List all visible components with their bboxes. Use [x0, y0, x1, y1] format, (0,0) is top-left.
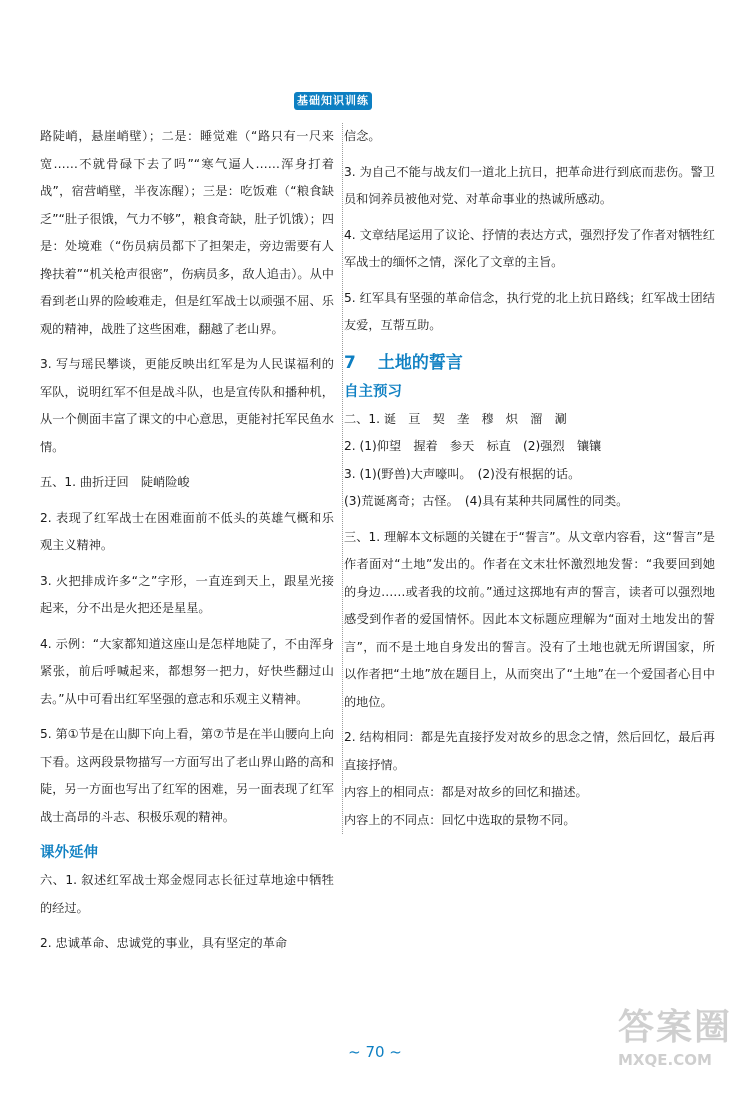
paragraph: 2. 表现了红军战士在困难面前不低头的英雄气概和乐观主义精神。: [40, 510, 334, 552]
paragraph: 2. 结构相同：都是先直接抒发对故乡的思念之情，然后回忆，最后再直接抒情。: [344, 730, 715, 772]
section-heading-extension: 课外延伸: [40, 845, 98, 861]
lesson-number: 7: [344, 352, 356, 373]
left-column: [40, 123, 334, 958]
paragraph: 二、1. 诞 亘 契 垄 穆 炽 溜 涮: [344, 411, 567, 426]
paragraph: 3. 火把排成许多“之”字形，一直连到天上，跟星光接起来，分不出是火把还是星星。: [40, 573, 334, 615]
page-number: ~ 70 ~: [348, 1043, 402, 1061]
watermark-logo-text: 答案圈: [618, 1007, 733, 1048]
paragraph: 信念。: [344, 129, 381, 143]
paragraph: 5. 红军具有坚强的革命信念，执行党的北上抗日路线；红军战士团结友爱，互帮互助。: [344, 290, 715, 332]
paragraph: 3. 为自己不能与战友们一道北上抗日，把革命进行到底而悲伤。警卫员和饲养员被他对党、对革命事业的热诚所感动。: [344, 164, 715, 206]
paragraph: (3)荒诞离奇；古怪。 (4)具有某种共同属性的同类。: [344, 494, 629, 508]
paragraph: 内容上的相同点：都是对故乡的回忆和描述。: [344, 785, 588, 799]
watermark-url: MXQE.COM: [618, 1051, 712, 1069]
paragraph: 五、1. 曲折迂回 陡峭险峻: [40, 475, 190, 489]
paragraph: 三、1. 理解本文标题的关键在于“誓言”。从文章内容看，这“誓言”是作者面对“土地”发出的。作者在文末壮怀激烈地发誓：“我要回到她的身边……或者我的坟前。”通过这掷地有声的誓言，读者可以强烈地感受到作者的爱国情怀。因此本文标题应理解为“面对土地发出的誓言”，而不是土地自身发出的誓言。没有了土地也就无所谓国家，所以作者把“土地”放在题目上，从而突出了“土地”在一个爱国者心目中的地位。: [344, 529, 715, 709]
paragraph: 2. 忠诚革命、忠诚党的事业，具有坚定的革命: [40, 936, 288, 950]
paragraph: 2. (1)仰望 握着 参天 标直 (2)强烈 镶镶: [344, 439, 602, 453]
paragraph: 5. 第①节是在山脚下向上看，第⑦节是在半山腰向上向下看。这两段景物描写一方面写出了老山界山路的高和陡，另一方面也写出了红军的困难，另一面表现了红军战士高昂的斗志、积极乐观的精神。: [40, 727, 334, 824]
paragraph: 3. 写与瑶民攀谈，更能反映出红军是为人民谋福利的军队，说明红军不但是战斗队，也是宣传队和播种机，从一个侧面丰富了课文的中心意思，更能衬托军民鱼水情。: [40, 357, 334, 454]
paragraph: 3. (1)(野兽)大声嚎叫。 (2)没有根据的话。: [344, 466, 581, 481]
paragraph: 路陡峭，悬崖峭壁）；二是：睡觉难（“路只有一尺来宽……不就骨碌下去了吗”“寒气逼人……浑身打着战”，宿营峭壁，半夜冻醒）；三是：吃饭难（“粮食缺乏”“肚子很饿，气力不够”，粮食奇缺，肚子饥饿）；四是：处境难（“伤员病员都下了担架走，旁边需要有人搀扶着”“机关枪声很密”，伤病员多，敌人追击）。从中看到老山界的险峻难走，但是红军战士以顽强不屈、乐观的精神，战胜了这些困难，翻越了老山界。: [40, 129, 334, 336]
paragraph: 4. 文章结尾运用了议论、抒情的表达方式，强烈抒发了作者对牺牲红军战士的缅怀之情，深化了文章的主旨。: [344, 227, 715, 269]
section-badge: 基础知识训练: [294, 92, 372, 110]
section-heading-preview: 自主预习: [344, 383, 402, 400]
paragraph: 4. 示例：“大家都知道这座山是怎样地陡了，不由浑身紧张，前后呼喊起来，都想努一把力，好快些翻过山去。”从中可看出红军坚强的意志和乐观主义精神。: [40, 636, 334, 706]
lesson-title: [344, 348, 715, 378]
lesson-name: 土地的誓言: [377, 352, 463, 373]
watermark-logo: [618, 1006, 743, 1088]
right-column: [342, 123, 715, 834]
paragraph: 内容上的不同点：回忆中选取的景物不同。: [344, 812, 576, 827]
paragraph: 六、1. 叙述红军战士郑金煜同志长征过草地途中牺牲的经过。: [40, 873, 334, 915]
